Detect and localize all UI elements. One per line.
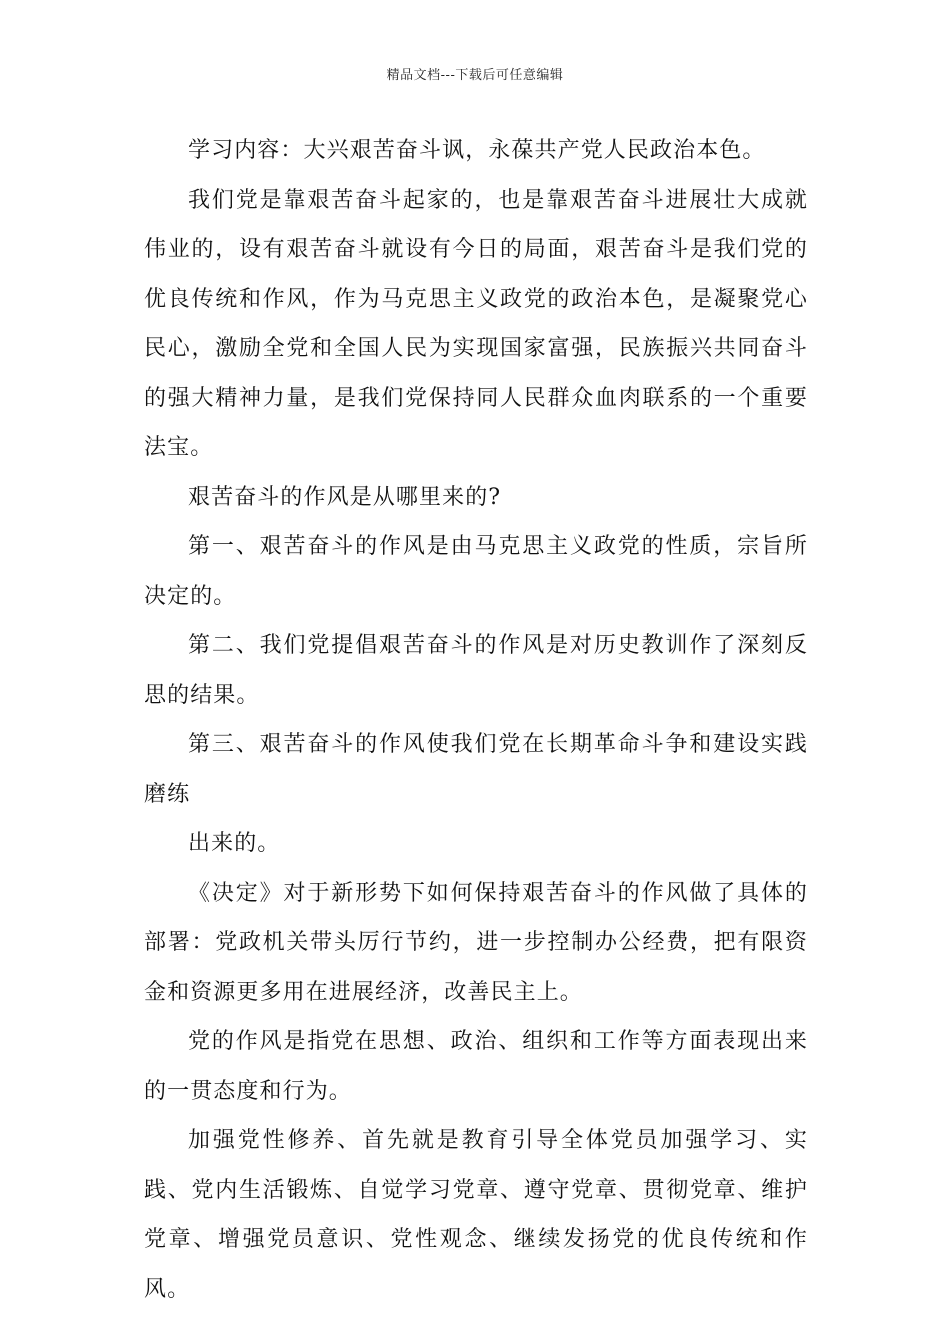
page-header: 精品文档---下载后可任意编辑 (386, 68, 564, 83)
paragraph-study-content: 学习内容：大兴艰苦奋斗讽，永葆共产党人民政治本色。 (188, 138, 766, 163)
document-body (144, 126, 808, 1314)
paragraph-point-two: 第二、我们党提倡艰苦奋斗的作风是对历史教训作了深刻反思的结果。 (144, 633, 808, 708)
paragraph-decision: 《决定》对于新形势下如何保持艰苦奋斗的作风做了具体的部署：党政机关带头厉行节约，进一步控制办公经费，把有限资金和资源更多用在进展经济，改善民主上。 (144, 880, 808, 1005)
paragraph-point-three: 第三、艰苦奋斗的作风使我们党在长期革命斗争和建设实践磨练 (144, 732, 808, 807)
paragraph-party-spirit: 加强党性修养、首先就是教育引导全体党员加强学习、实践、党内生活锻炼、自觉学习党章、遵守党章、贯彻党章、维护党章、增强党员意识、党性观念、继续发扬党的优良传统和作风。 (144, 1128, 808, 1302)
paragraph-point-three-cont: 出来的。 (188, 831, 281, 856)
paragraph-question: 艰苦奋斗的作风是从哪里来的? (188, 484, 502, 510)
paragraph-point-one: 第一、艰苦奋斗的作风是由马克思主义政党的性质，宗旨所决定的。 (144, 534, 808, 609)
paragraph-party-style: 党的作风是指党在思想、政治、组织和工作等方面表现出来的一贯态度和行为。 (144, 1029, 808, 1104)
paragraph-intro: 我们党是靠艰苦奋斗起家的，也是靠艰苦奋斗进展壮大成就伟业的，设有艰苦奋斗就设有今日的局面，艰苦奋斗是我们党的优良传统和作风，作为马克思主义政党的政治本色，是凝聚党心民心，激励全党和全国人民为实现国家富强，民族振兴共同奋斗的强大精神力量，是我们党保持同人民群众血肉联系的一个重要法宝。 (144, 187, 808, 460)
